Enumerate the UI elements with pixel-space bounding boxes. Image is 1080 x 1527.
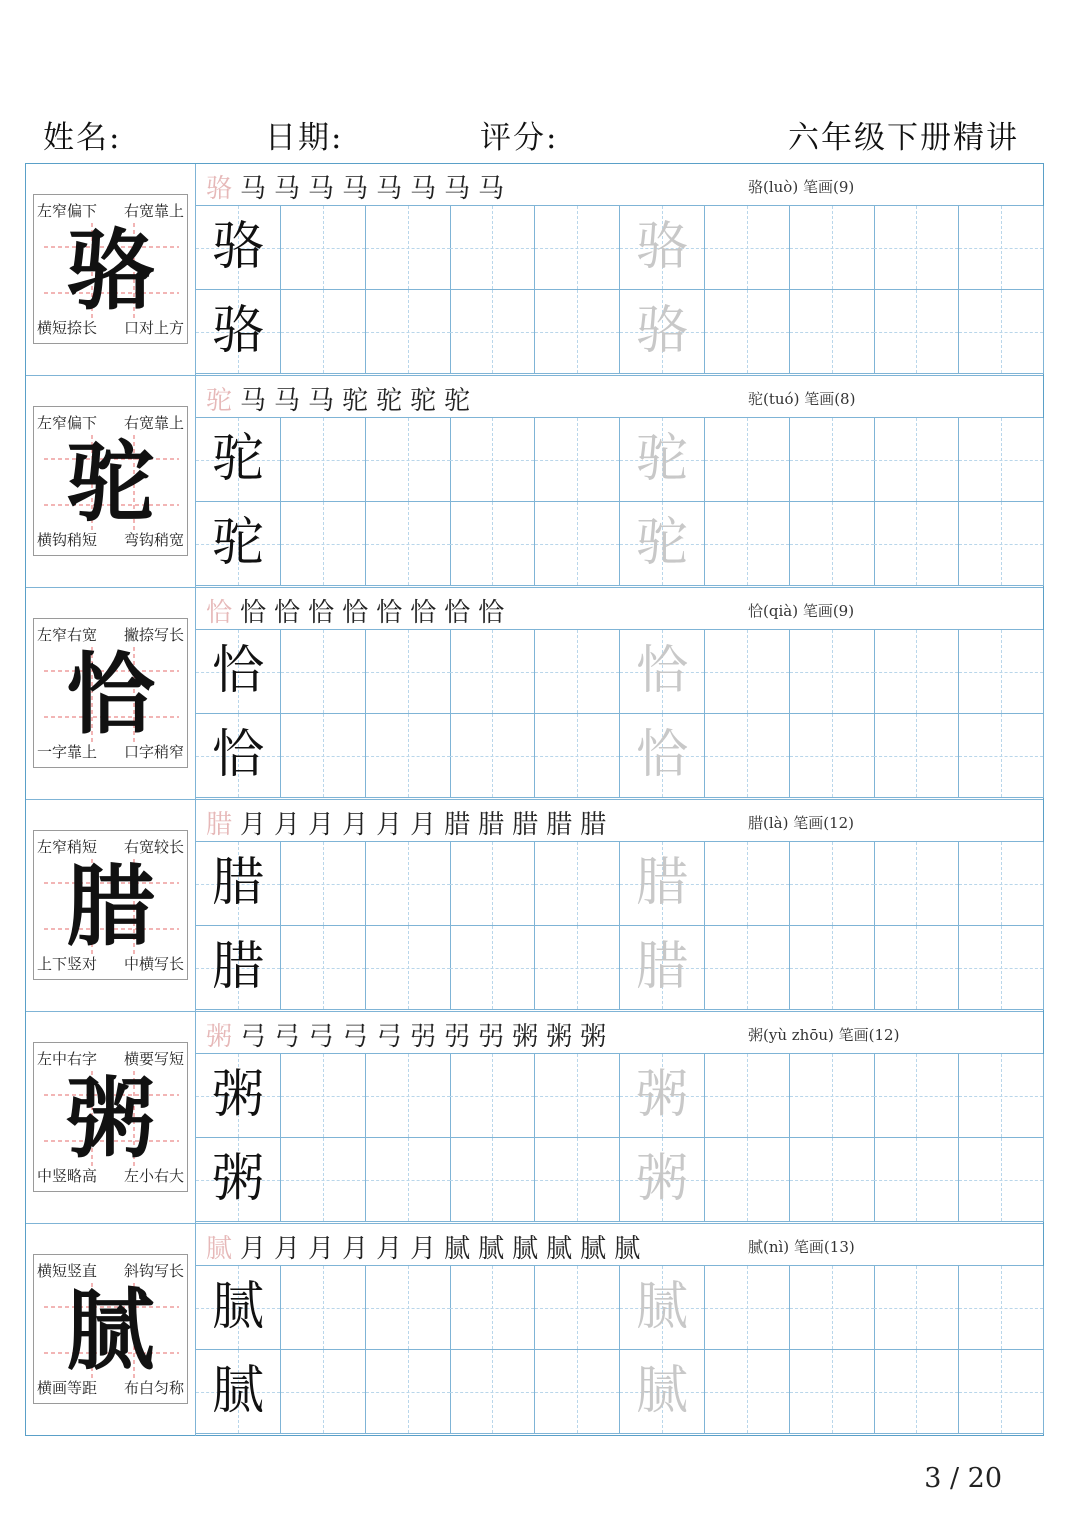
practice-cell[interactable] bbox=[959, 714, 1044, 798]
sample-character: 腊 bbox=[211, 937, 264, 997]
practice-row bbox=[196, 290, 1043, 374]
practice-cell[interactable] bbox=[620, 1266, 705, 1350]
stroke-step: 马 bbox=[240, 174, 269, 204]
stroke-step: 月 bbox=[376, 810, 405, 840]
practice-cell[interactable] bbox=[790, 1138, 875, 1222]
stroke-order-row bbox=[196, 588, 1043, 630]
practice-boxes bbox=[196, 630, 1043, 799]
stroke-step: 腊 bbox=[580, 810, 609, 840]
practice-cell[interactable] bbox=[705, 1054, 790, 1138]
model-character: 粥 bbox=[66, 1066, 155, 1170]
model-character: 恰 bbox=[66, 642, 155, 746]
stroke-step: 弜 bbox=[478, 1022, 507, 1052]
stroke-step: 粥 bbox=[512, 1022, 541, 1052]
sample-character: 驼 bbox=[211, 513, 264, 573]
writing-tip: 斜钩写长 bbox=[123, 1262, 184, 1280]
sample-character: 恰 bbox=[211, 641, 264, 701]
sample-character: 骆 bbox=[211, 217, 264, 277]
stroke-step: 驼 bbox=[410, 386, 439, 416]
stroke-step: 恰 bbox=[206, 598, 235, 628]
stroke-step: 马 bbox=[308, 174, 337, 204]
practice-row bbox=[196, 714, 1043, 798]
practice-boxes bbox=[196, 1054, 1043, 1223]
practice-cell[interactable] bbox=[874, 502, 959, 586]
practice-cell[interactable] bbox=[620, 714, 705, 798]
practice-cell[interactable] bbox=[535, 290, 620, 374]
practice-cell[interactable] bbox=[705, 1266, 790, 1350]
stroke-sequence bbox=[206, 592, 512, 629]
sample-character: 腻 bbox=[211, 1277, 264, 1337]
practice-cell[interactable] bbox=[366, 842, 451, 926]
practice-cell[interactable] bbox=[874, 714, 959, 798]
worksheet-header bbox=[0, 112, 1080, 162]
model-character: 驼 bbox=[66, 430, 155, 534]
practice-cell[interactable] bbox=[790, 842, 875, 926]
stroke-step: 月 bbox=[274, 1234, 303, 1264]
practice-cell[interactable] bbox=[705, 418, 790, 502]
model-column bbox=[26, 376, 196, 587]
practice-cell[interactable] bbox=[281, 630, 366, 714]
trace-character: 腊 bbox=[635, 853, 688, 913]
writing-tip: 口对上方 bbox=[123, 319, 184, 337]
practice-cell[interactable] bbox=[705, 206, 790, 290]
practice-cell[interactable] bbox=[959, 418, 1044, 502]
stroke-step: 月 bbox=[410, 810, 439, 840]
stroke-step: 月 bbox=[240, 1234, 269, 1264]
stroke-step: 弓 bbox=[342, 1022, 371, 1052]
writing-tip: 上下竖对 bbox=[37, 955, 98, 973]
stroke-step: 腻 bbox=[206, 1234, 235, 1264]
date-label: 日期: bbox=[265, 120, 344, 156]
practice-cell[interactable] bbox=[535, 206, 620, 290]
stroke-step: 腊 bbox=[512, 810, 541, 840]
book-title: 六年级下册精讲 bbox=[788, 120, 1019, 156]
practice-cell[interactable] bbox=[959, 630, 1044, 714]
practice-cell[interactable] bbox=[959, 926, 1044, 1010]
trace-character: 恰 bbox=[635, 641, 688, 701]
stroke-order-row bbox=[196, 1224, 1043, 1266]
practice-cell[interactable] bbox=[281, 418, 366, 502]
sample-character: 腊 bbox=[211, 853, 264, 913]
stroke-step: 马 bbox=[376, 174, 405, 204]
practice-cell[interactable] bbox=[196, 502, 281, 586]
trace-character: 腻 bbox=[635, 1277, 688, 1337]
practice-row bbox=[196, 1350, 1043, 1434]
practice-cell[interactable] bbox=[366, 714, 451, 798]
practice-cell[interactable] bbox=[450, 1054, 535, 1138]
practice-cell[interactable] bbox=[535, 926, 620, 1010]
stroke-step: 腊 bbox=[546, 810, 575, 840]
writing-tip: 左小右大 bbox=[123, 1167, 184, 1185]
practice-cell[interactable] bbox=[620, 926, 705, 1010]
sample-character: 骆 bbox=[211, 301, 264, 361]
practice-cell[interactable] bbox=[450, 1138, 535, 1222]
model-character: 腻 bbox=[66, 1278, 155, 1382]
sample-character: 粥 bbox=[211, 1065, 264, 1125]
practice-cell[interactable] bbox=[790, 418, 875, 502]
stroke-step: 恰 bbox=[274, 598, 303, 628]
stroke-order-row bbox=[196, 376, 1043, 418]
practice-cell[interactable] bbox=[196, 926, 281, 1010]
practice-cell[interactable] bbox=[620, 290, 705, 374]
stroke-step: 粥 bbox=[206, 1022, 235, 1052]
practice-cell[interactable] bbox=[535, 418, 620, 502]
practice-cell[interactable] bbox=[620, 842, 705, 926]
practice-cell[interactable] bbox=[959, 1266, 1044, 1350]
writing-tip: 左窄右宽 bbox=[37, 626, 98, 644]
stroke-step: 恰 bbox=[308, 598, 337, 628]
stroke-step: 腊 bbox=[444, 810, 473, 840]
writing-tip: 撇捺写长 bbox=[123, 626, 184, 644]
practice-cell[interactable] bbox=[450, 630, 535, 714]
practice-cell[interactable] bbox=[196, 630, 281, 714]
stroke-step: 恰 bbox=[342, 598, 371, 628]
stroke-step: 恰 bbox=[478, 598, 507, 628]
character-info: 恰(qià) 笔画(9) bbox=[748, 602, 855, 620]
practice-cell[interactable] bbox=[196, 206, 281, 290]
writing-tip: 布白匀称 bbox=[123, 1379, 184, 1397]
practice-cell[interactable] bbox=[620, 630, 705, 714]
model-column bbox=[26, 164, 196, 375]
practice-cell[interactable] bbox=[450, 502, 535, 586]
stroke-step: 腻 bbox=[614, 1234, 643, 1264]
writing-tip: 弯钩稍宽 bbox=[123, 531, 184, 549]
practice-row bbox=[196, 926, 1043, 1010]
practice-cell[interactable] bbox=[281, 1266, 366, 1350]
sample-character: 驼 bbox=[211, 429, 264, 489]
practice-cell[interactable] bbox=[535, 714, 620, 798]
practice-row bbox=[196, 418, 1043, 502]
trace-character: 粥 bbox=[635, 1065, 688, 1125]
practice-cell[interactable] bbox=[450, 714, 535, 798]
stroke-step: 弜 bbox=[410, 1022, 439, 1052]
practice-cell[interactable] bbox=[281, 1350, 366, 1434]
sample-character: 粥 bbox=[211, 1149, 264, 1209]
stroke-step: 月 bbox=[274, 810, 303, 840]
practice-cell[interactable] bbox=[874, 1138, 959, 1222]
practice-boxes bbox=[196, 206, 1043, 375]
stroke-step: 腊 bbox=[478, 810, 507, 840]
stroke-step: 骆 bbox=[206, 174, 235, 204]
writing-tip: 左窄偏下 bbox=[37, 202, 98, 220]
stroke-step: 腻 bbox=[512, 1234, 541, 1264]
character-section bbox=[26, 1224, 1043, 1436]
practice-cell[interactable] bbox=[281, 714, 366, 798]
stroke-step: 马 bbox=[478, 174, 507, 204]
stroke-step: 恰 bbox=[376, 598, 405, 628]
stroke-step: 腻 bbox=[546, 1234, 575, 1264]
practice-row bbox=[196, 1266, 1043, 1350]
stroke-step: 月 bbox=[308, 810, 337, 840]
page-indicator: 3 / 20 bbox=[924, 1463, 1002, 1494]
practice-cell[interactable] bbox=[790, 714, 875, 798]
practice-cell[interactable] bbox=[620, 1138, 705, 1222]
sample-character: 恰 bbox=[211, 725, 264, 785]
practice-row bbox=[196, 1138, 1043, 1222]
practice-cell[interactable] bbox=[790, 926, 875, 1010]
practice-cell[interactable] bbox=[620, 1350, 705, 1434]
practice-cell[interactable] bbox=[874, 1054, 959, 1138]
practice-row bbox=[196, 630, 1043, 714]
character-info: 驼(tuó) 笔画(8) bbox=[748, 390, 856, 408]
practice-cell[interactable] bbox=[959, 206, 1044, 290]
practice-cell[interactable] bbox=[790, 1266, 875, 1350]
writing-tip: 右宽靠上 bbox=[123, 414, 184, 432]
practice-cell[interactable] bbox=[366, 1266, 451, 1350]
practice-cell[interactable] bbox=[281, 1138, 366, 1222]
trace-character: 骆 bbox=[635, 217, 688, 277]
practice-cell[interactable] bbox=[959, 502, 1044, 586]
practice-cell[interactable] bbox=[196, 1138, 281, 1222]
model-character-box bbox=[33, 194, 188, 344]
practice-cell[interactable] bbox=[959, 1054, 1044, 1138]
model-character-box bbox=[33, 618, 188, 768]
stroke-order-row bbox=[196, 164, 1043, 206]
practice-cell[interactable] bbox=[450, 926, 535, 1010]
practice-cell[interactable] bbox=[366, 630, 451, 714]
stroke-step: 驼 bbox=[206, 386, 235, 416]
practice-row bbox=[196, 502, 1043, 586]
model-column bbox=[26, 588, 196, 799]
practice-cell[interactable] bbox=[874, 206, 959, 290]
stroke-step: 月 bbox=[308, 1234, 337, 1264]
practice-cell[interactable] bbox=[196, 842, 281, 926]
trace-character: 恰 bbox=[635, 725, 688, 785]
practice-cell[interactable] bbox=[366, 502, 451, 586]
writing-tip: 口字稍窄 bbox=[123, 743, 184, 761]
stroke-step: 弜 bbox=[444, 1022, 473, 1052]
practice-cell[interactable] bbox=[366, 206, 451, 290]
character-section bbox=[26, 800, 1043, 1012]
practice-cell[interactable] bbox=[705, 290, 790, 374]
character-info: 腊(là) 笔画(12) bbox=[748, 814, 855, 832]
practice-cell[interactable] bbox=[450, 1266, 535, 1350]
trace-character: 腻 bbox=[635, 1361, 688, 1421]
practice-cell[interactable] bbox=[620, 1054, 705, 1138]
practice-cell[interactable] bbox=[366, 1054, 451, 1138]
character-info: 腻(nì) 笔画(13) bbox=[748, 1238, 855, 1256]
practice-cell[interactable] bbox=[450, 290, 535, 374]
practice-cell[interactable] bbox=[620, 418, 705, 502]
practice-cell[interactable] bbox=[366, 1350, 451, 1434]
stroke-sequence bbox=[206, 380, 478, 417]
practice-row bbox=[196, 842, 1043, 926]
practice-cell[interactable] bbox=[535, 1266, 620, 1350]
stroke-step: 月 bbox=[342, 810, 371, 840]
practice-cell[interactable] bbox=[705, 842, 790, 926]
writing-tip: 横短竖直 bbox=[37, 1262, 98, 1280]
stroke-step: 弓 bbox=[274, 1022, 303, 1052]
practice-cell[interactable] bbox=[959, 1350, 1044, 1434]
character-info: 骆(luò) 笔画(9) bbox=[748, 178, 855, 196]
practice-cell[interactable] bbox=[874, 290, 959, 374]
character-info: 粥(yù zhōu) 笔画(12) bbox=[748, 1026, 900, 1044]
practice-cell[interactable] bbox=[620, 502, 705, 586]
writing-tip: 右宽靠上 bbox=[123, 202, 184, 220]
writing-tip: 横钩稍短 bbox=[37, 531, 98, 549]
model-character-box bbox=[33, 1254, 188, 1404]
practice-cell[interactable] bbox=[535, 630, 620, 714]
practice-cell[interactable] bbox=[281, 502, 366, 586]
stroke-step: 驼 bbox=[342, 386, 371, 416]
model-character-box bbox=[33, 830, 188, 980]
practice-row bbox=[196, 206, 1043, 290]
practice-cell[interactable] bbox=[535, 1350, 620, 1434]
stroke-step: 马 bbox=[342, 174, 371, 204]
stroke-step: 月 bbox=[240, 810, 269, 840]
practice-cell[interactable] bbox=[450, 206, 535, 290]
practice-cell[interactable] bbox=[705, 630, 790, 714]
stroke-step: 马 bbox=[444, 174, 473, 204]
practice-cell[interactable] bbox=[196, 418, 281, 502]
practice-cell[interactable] bbox=[874, 418, 959, 502]
practice-cell[interactable] bbox=[790, 290, 875, 374]
model-column bbox=[26, 1224, 196, 1436]
practice-cell[interactable] bbox=[366, 926, 451, 1010]
writing-tip: 中竖略高 bbox=[37, 1167, 98, 1185]
stroke-step: 恰 bbox=[240, 598, 269, 628]
practice-cell[interactable] bbox=[366, 1138, 451, 1222]
stroke-step: 弓 bbox=[376, 1022, 405, 1052]
model-character: 腊 bbox=[66, 854, 155, 958]
practice-cell[interactable] bbox=[790, 502, 875, 586]
stroke-step: 粥 bbox=[546, 1022, 575, 1052]
stroke-step: 弓 bbox=[308, 1022, 337, 1052]
stroke-step: 驼 bbox=[444, 386, 473, 416]
practice-cell[interactable] bbox=[705, 502, 790, 586]
stroke-order-row bbox=[196, 1012, 1043, 1054]
practice-cell[interactable] bbox=[874, 1266, 959, 1350]
practice-cell[interactable] bbox=[705, 714, 790, 798]
stroke-step: 月 bbox=[376, 1234, 405, 1264]
practice-cell[interactable] bbox=[196, 1350, 281, 1434]
model-column bbox=[26, 800, 196, 1011]
trace-character: 腊 bbox=[635, 937, 688, 997]
practice-grid bbox=[25, 163, 1044, 1436]
practice-cell[interactable] bbox=[790, 1054, 875, 1138]
practice-cell[interactable] bbox=[874, 842, 959, 926]
trace-character: 骆 bbox=[635, 301, 688, 361]
practice-cell[interactable] bbox=[959, 1138, 1044, 1222]
practice-cell[interactable] bbox=[281, 206, 366, 290]
stroke-step: 腻 bbox=[478, 1234, 507, 1264]
writing-tip: 左窄稍短 bbox=[37, 838, 98, 856]
stroke-step: 马 bbox=[274, 386, 303, 416]
practice-cell[interactable] bbox=[450, 842, 535, 926]
stroke-step: 马 bbox=[308, 386, 337, 416]
practice-cell[interactable] bbox=[874, 630, 959, 714]
stroke-step: 驼 bbox=[376, 386, 405, 416]
practice-cell[interactable] bbox=[196, 714, 281, 798]
stroke-sequence bbox=[206, 804, 614, 841]
practice-cell[interactable] bbox=[366, 290, 451, 374]
practice-cell[interactable] bbox=[790, 630, 875, 714]
writing-tip: 左窄偏下 bbox=[37, 414, 98, 432]
writing-tip: 中横写长 bbox=[123, 955, 184, 973]
stroke-sequence bbox=[206, 1016, 614, 1053]
stroke-step: 腻 bbox=[580, 1234, 609, 1264]
writing-tip: 左中右字 bbox=[37, 1050, 98, 1068]
model-character: 骆 bbox=[66, 218, 155, 322]
practice-cell[interactable] bbox=[959, 290, 1044, 374]
practice-cell[interactable] bbox=[366, 418, 451, 502]
character-section bbox=[26, 376, 1043, 588]
practice-cell[interactable] bbox=[196, 290, 281, 374]
practice-cell[interactable] bbox=[196, 1266, 281, 1350]
writing-tip: 右宽较长 bbox=[123, 838, 184, 856]
practice-cell[interactable] bbox=[874, 926, 959, 1010]
practice-cell[interactable] bbox=[281, 1054, 366, 1138]
writing-tip: 横短捺长 bbox=[37, 319, 98, 337]
practice-cell[interactable] bbox=[535, 1054, 620, 1138]
practice-cell[interactable] bbox=[196, 1054, 281, 1138]
stroke-step: 马 bbox=[274, 174, 303, 204]
practice-cell[interactable] bbox=[705, 926, 790, 1010]
character-section bbox=[26, 1012, 1043, 1224]
practice-boxes bbox=[196, 842, 1043, 1011]
score-label: 评分: bbox=[480, 120, 559, 156]
model-column bbox=[26, 1012, 196, 1223]
stroke-step: 腊 bbox=[206, 810, 235, 840]
writing-tip: 横要写短 bbox=[123, 1050, 184, 1068]
practice-cell[interactable] bbox=[790, 206, 875, 290]
model-character-box bbox=[33, 406, 188, 556]
practice-cell[interactable] bbox=[705, 1138, 790, 1222]
stroke-sequence bbox=[206, 1228, 648, 1265]
character-section bbox=[26, 588, 1043, 800]
practice-cell[interactable] bbox=[705, 1350, 790, 1434]
character-section bbox=[26, 164, 1043, 376]
trace-character: 驼 bbox=[635, 429, 688, 489]
practice-cell[interactable] bbox=[959, 842, 1044, 926]
stroke-step: 弓 bbox=[240, 1022, 269, 1052]
stroke-step: 恰 bbox=[444, 598, 473, 628]
practice-cell[interactable] bbox=[535, 842, 620, 926]
practice-boxes bbox=[196, 1266, 1043, 1436]
stroke-step: 马 bbox=[240, 386, 269, 416]
stroke-step: 腻 bbox=[444, 1234, 473, 1264]
trace-character: 驼 bbox=[635, 513, 688, 573]
stroke-step: 粥 bbox=[580, 1022, 609, 1052]
stroke-step: 月 bbox=[410, 1234, 439, 1264]
stroke-step: 月 bbox=[342, 1234, 371, 1264]
stroke-order-row bbox=[196, 800, 1043, 842]
practice-cell[interactable] bbox=[790, 1350, 875, 1434]
practice-cell[interactable] bbox=[874, 1350, 959, 1434]
writing-tip: 一字靠上 bbox=[37, 743, 98, 761]
practice-cell[interactable] bbox=[281, 842, 366, 926]
name-label: 姓名: bbox=[43, 120, 122, 156]
practice-cell[interactable] bbox=[281, 926, 366, 1010]
practice-boxes bbox=[196, 418, 1043, 587]
practice-cell[interactable] bbox=[281, 290, 366, 374]
practice-cell[interactable] bbox=[535, 1138, 620, 1222]
sample-character: 腻 bbox=[211, 1361, 264, 1421]
practice-cell[interactable] bbox=[450, 1350, 535, 1434]
practice-cell[interactable] bbox=[450, 418, 535, 502]
stroke-step: 马 bbox=[410, 174, 439, 204]
stroke-sequence bbox=[206, 168, 512, 205]
writing-tip: 横画等距 bbox=[37, 1379, 98, 1397]
practice-row bbox=[196, 1054, 1043, 1138]
trace-character: 粥 bbox=[635, 1149, 688, 1209]
model-character-box bbox=[33, 1042, 188, 1192]
practice-cell[interactable] bbox=[620, 206, 705, 290]
practice-cell[interactable] bbox=[535, 502, 620, 586]
stroke-step: 恰 bbox=[410, 598, 439, 628]
